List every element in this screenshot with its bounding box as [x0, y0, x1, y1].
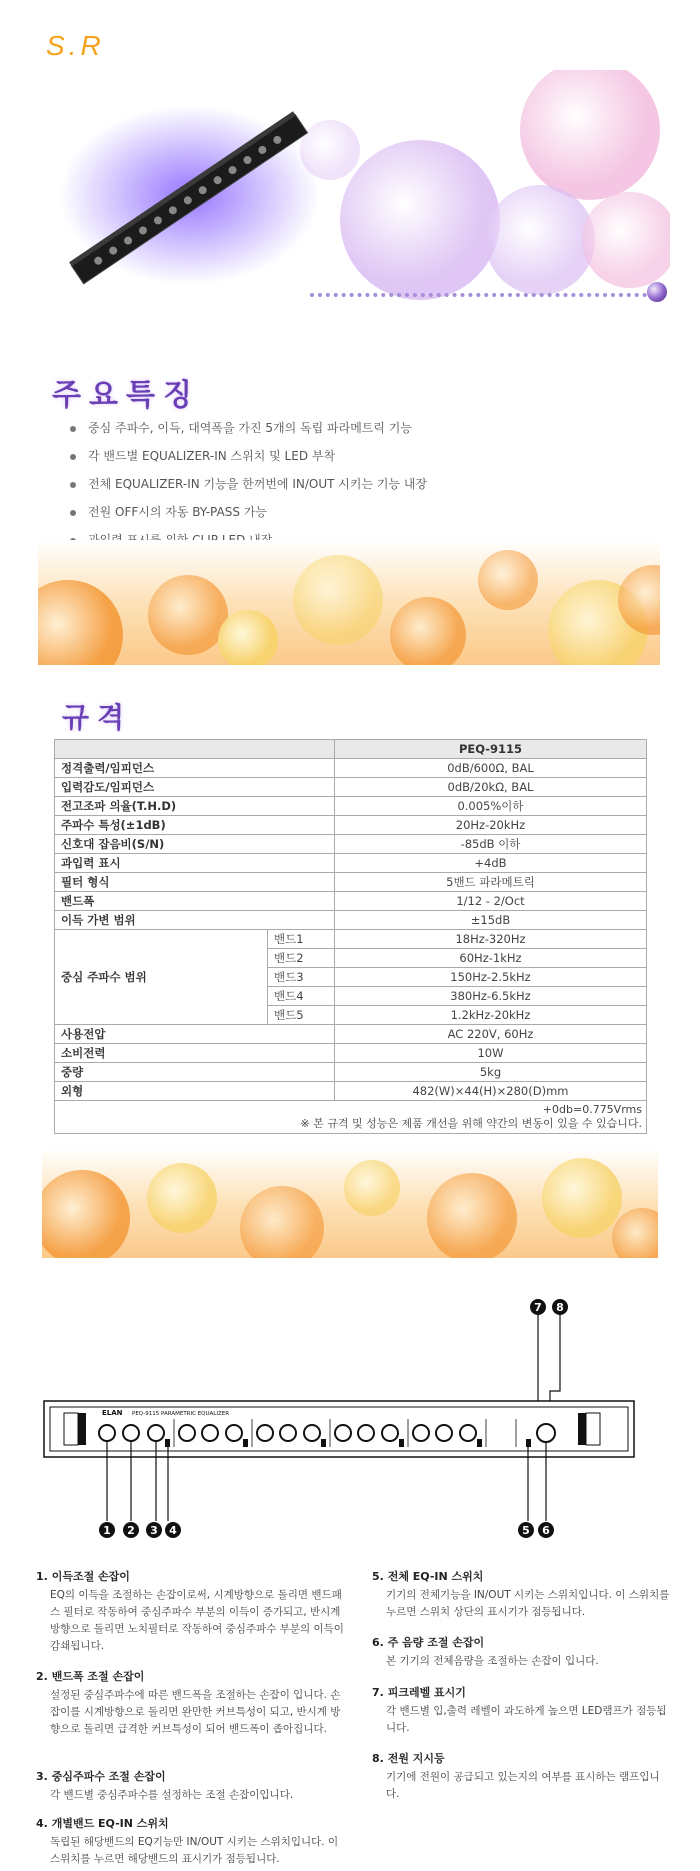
footnote-disclaimer: ※ 본 규격 및 성능은 제품 개선을 위해 약간의 변동이 있을 수 있습니다.: [300, 1117, 642, 1130]
feature-item: 각 밴드별 EQUALIZER-IN 스위치 및 LED 부착: [70, 446, 670, 474]
svg-text:5: 5: [522, 1524, 530, 1537]
spec-table: [54, 739, 647, 1134]
product-rack-image: [60, 100, 320, 300]
desc-item-2: 2. 밴드폭 조절 손잡이 설정된 중심주파수에 따른 밴드폭을 조절하는 손잡이 입니다. 손잡이를 시계방향으로 돌리면 완만한 커브특성이 되고, 반시계 방향으로 돌리면 급격한 커브특성이 되어 밴드폭이 좁아집니다.: [36, 1670, 341, 1735]
brand-logo: S.R: [46, 30, 105, 61]
panel-model: PEQ-9115 PARAMETRIC EQUALIZER: [132, 1411, 230, 1417]
callout-5: [518, 1522, 534, 1538]
desc-item-6: 6. 주 음량 조절 손잡이 본 기기의 전체음량을 조절하는 손잡이 입니다.: [372, 1636, 599, 1667]
center-freq-label: 중심 주파수 범위: [55, 930, 268, 1025]
callout-3: [146, 1522, 162, 1538]
front-panel-diagram: [40, 1295, 660, 1555]
svg-text:4: 4: [169, 1524, 177, 1537]
table-row: 입력감도/임피던스 0dB/20kΩ, BAL: [55, 778, 647, 797]
features-list: [70, 418, 670, 558]
desc-item-7: 7. 피크레벨 표시기 각 밴드별 입,출력 레벨이 과도하게 높으면 LED램프가 점등됩니다.: [372, 1686, 667, 1734]
feature-item: 중심 주파수, 이득, 대역폭을 가진 5개의 독립 파라메트릭 기능: [70, 418, 670, 446]
table-row: 과입력 표시 +4dB: [55, 854, 647, 873]
table-row: 외형 482(W)×44(H)×280(D)mm: [55, 1082, 647, 1101]
table-row: 중량 5kg: [55, 1063, 647, 1082]
table-row: 중심 주파수 범위 밴드1 18Hz-320Hz: [55, 930, 647, 949]
desc-item-1: 1. 이득조절 손잡이 EQ의 이득을 조절하는 손잡이로써, 시계방향으로 돌리면 밴드패스 필터로 작동하여 중심주파수 부분의 이득이 증가되고, 반시계 방향으로 돌리면 노치필터로 작동하여 중심주파수 부분의 이득이 감쇄됩니다.: [36, 1570, 344, 1652]
dotted-divider: [310, 293, 655, 297]
feature-item: 전원 OFF시의 자동 BY-PASS 가능: [70, 502, 670, 530]
callout-8: [550, 1299, 568, 1405]
table-row: 사용전압 AC 220V, 60Hz: [55, 1025, 647, 1044]
spec-title: 규격: [62, 701, 133, 734]
table-header-blank: [55, 740, 335, 759]
table-row: 밴드5 1.2kHz-20kHz: [55, 1006, 647, 1025]
table-row: 주파수 특성(±1dB) 20Hz-20kHz: [55, 816, 647, 835]
table-row: 정격출력/임피던스 0dB/600Ω, BAL: [55, 759, 647, 778]
desc-item-4: 4. 개별밴드 EQ-IN 스위치 독립된 해당밴드의 EQ기능만 IN/OUT 시키는 스위치입니다. 이 스위치를 누르면 해당밴드의 표시기가 점등됩니다.: [36, 1817, 339, 1865]
callout-4: [165, 1522, 181, 1538]
bullet-icon: [70, 510, 76, 516]
feature-item: 전체 EQUALIZER-IN 기능을 한꺼번에 IN/OUT 시키는 기능 내장: [70, 474, 670, 502]
decorative-bokeh-banner-2: [42, 1148, 658, 1258]
desc-item-8: 8. 전원 지시등 기기에 전원이 공급되고 있는지의 여부를 표시하는 램프입니다.: [372, 1752, 660, 1800]
decorative-bokeh-banner: [38, 540, 660, 665]
callout-2: [123, 1522, 139, 1538]
svg-text:2: 2: [127, 1524, 135, 1537]
table-footnote-row: [55, 1101, 647, 1134]
svg-text:3: 3: [150, 1524, 158, 1537]
table-row: 필터 형식 5밴드 파라메트릭: [55, 873, 647, 892]
table-header-row: [55, 740, 647, 759]
features-title: 주요특징: [52, 378, 200, 413]
desc-item-5: 5. 전체 EQ-IN 스위치 기기의 전체기능을 IN/OUT 시키는 스위치입니다. 이 스위치를 누르면 스위치 상단의 표시기가 점등됩니다.: [372, 1570, 670, 1618]
svg-text:6: 6: [542, 1524, 550, 1537]
table-row: 밴드3 150Hz-2.5kHz: [55, 968, 647, 987]
svg-text:7: 7: [534, 1301, 542, 1314]
bullet-icon: [70, 482, 76, 488]
pearl-ornament: [647, 282, 667, 302]
table-row: 밴드폭 1/12 - 2/Oct: [55, 892, 647, 911]
footnote-reference: +0db=0.775Vrms: [542, 1103, 642, 1116]
model-header: PEQ-9115: [335, 740, 647, 759]
table-row: 밴드4 380Hz-6.5kHz: [55, 987, 647, 1006]
callout-7: [530, 1299, 546, 1405]
table-row: 밴드2 60Hz-1kHz: [55, 949, 647, 968]
desc-item-3: 3. 중심주파수 조절 손잡이 각 밴드별 중심주파수를 설정하는 조절 손잡이입니다.: [36, 1770, 294, 1801]
table-row: 소비전력 10W: [55, 1044, 647, 1063]
table-row: 전고조파 의율(T.H.D) 0.005%이하: [55, 797, 647, 816]
decorative-bubbles-image: [290, 70, 670, 300]
svg-text:1: 1: [103, 1524, 111, 1537]
bullet-icon: [70, 454, 76, 460]
table-row: 이득 가변 범위 ±15dB: [55, 911, 647, 930]
bullet-icon: [70, 426, 76, 432]
table-row: 신호대 잡음비(S/N) -85dB 이하: [55, 835, 647, 854]
callout-1: [99, 1522, 115, 1538]
svg-text:8: 8: [556, 1301, 564, 1314]
callout-6: [538, 1522, 554, 1538]
panel-logo: ELAN: [102, 1409, 123, 1417]
